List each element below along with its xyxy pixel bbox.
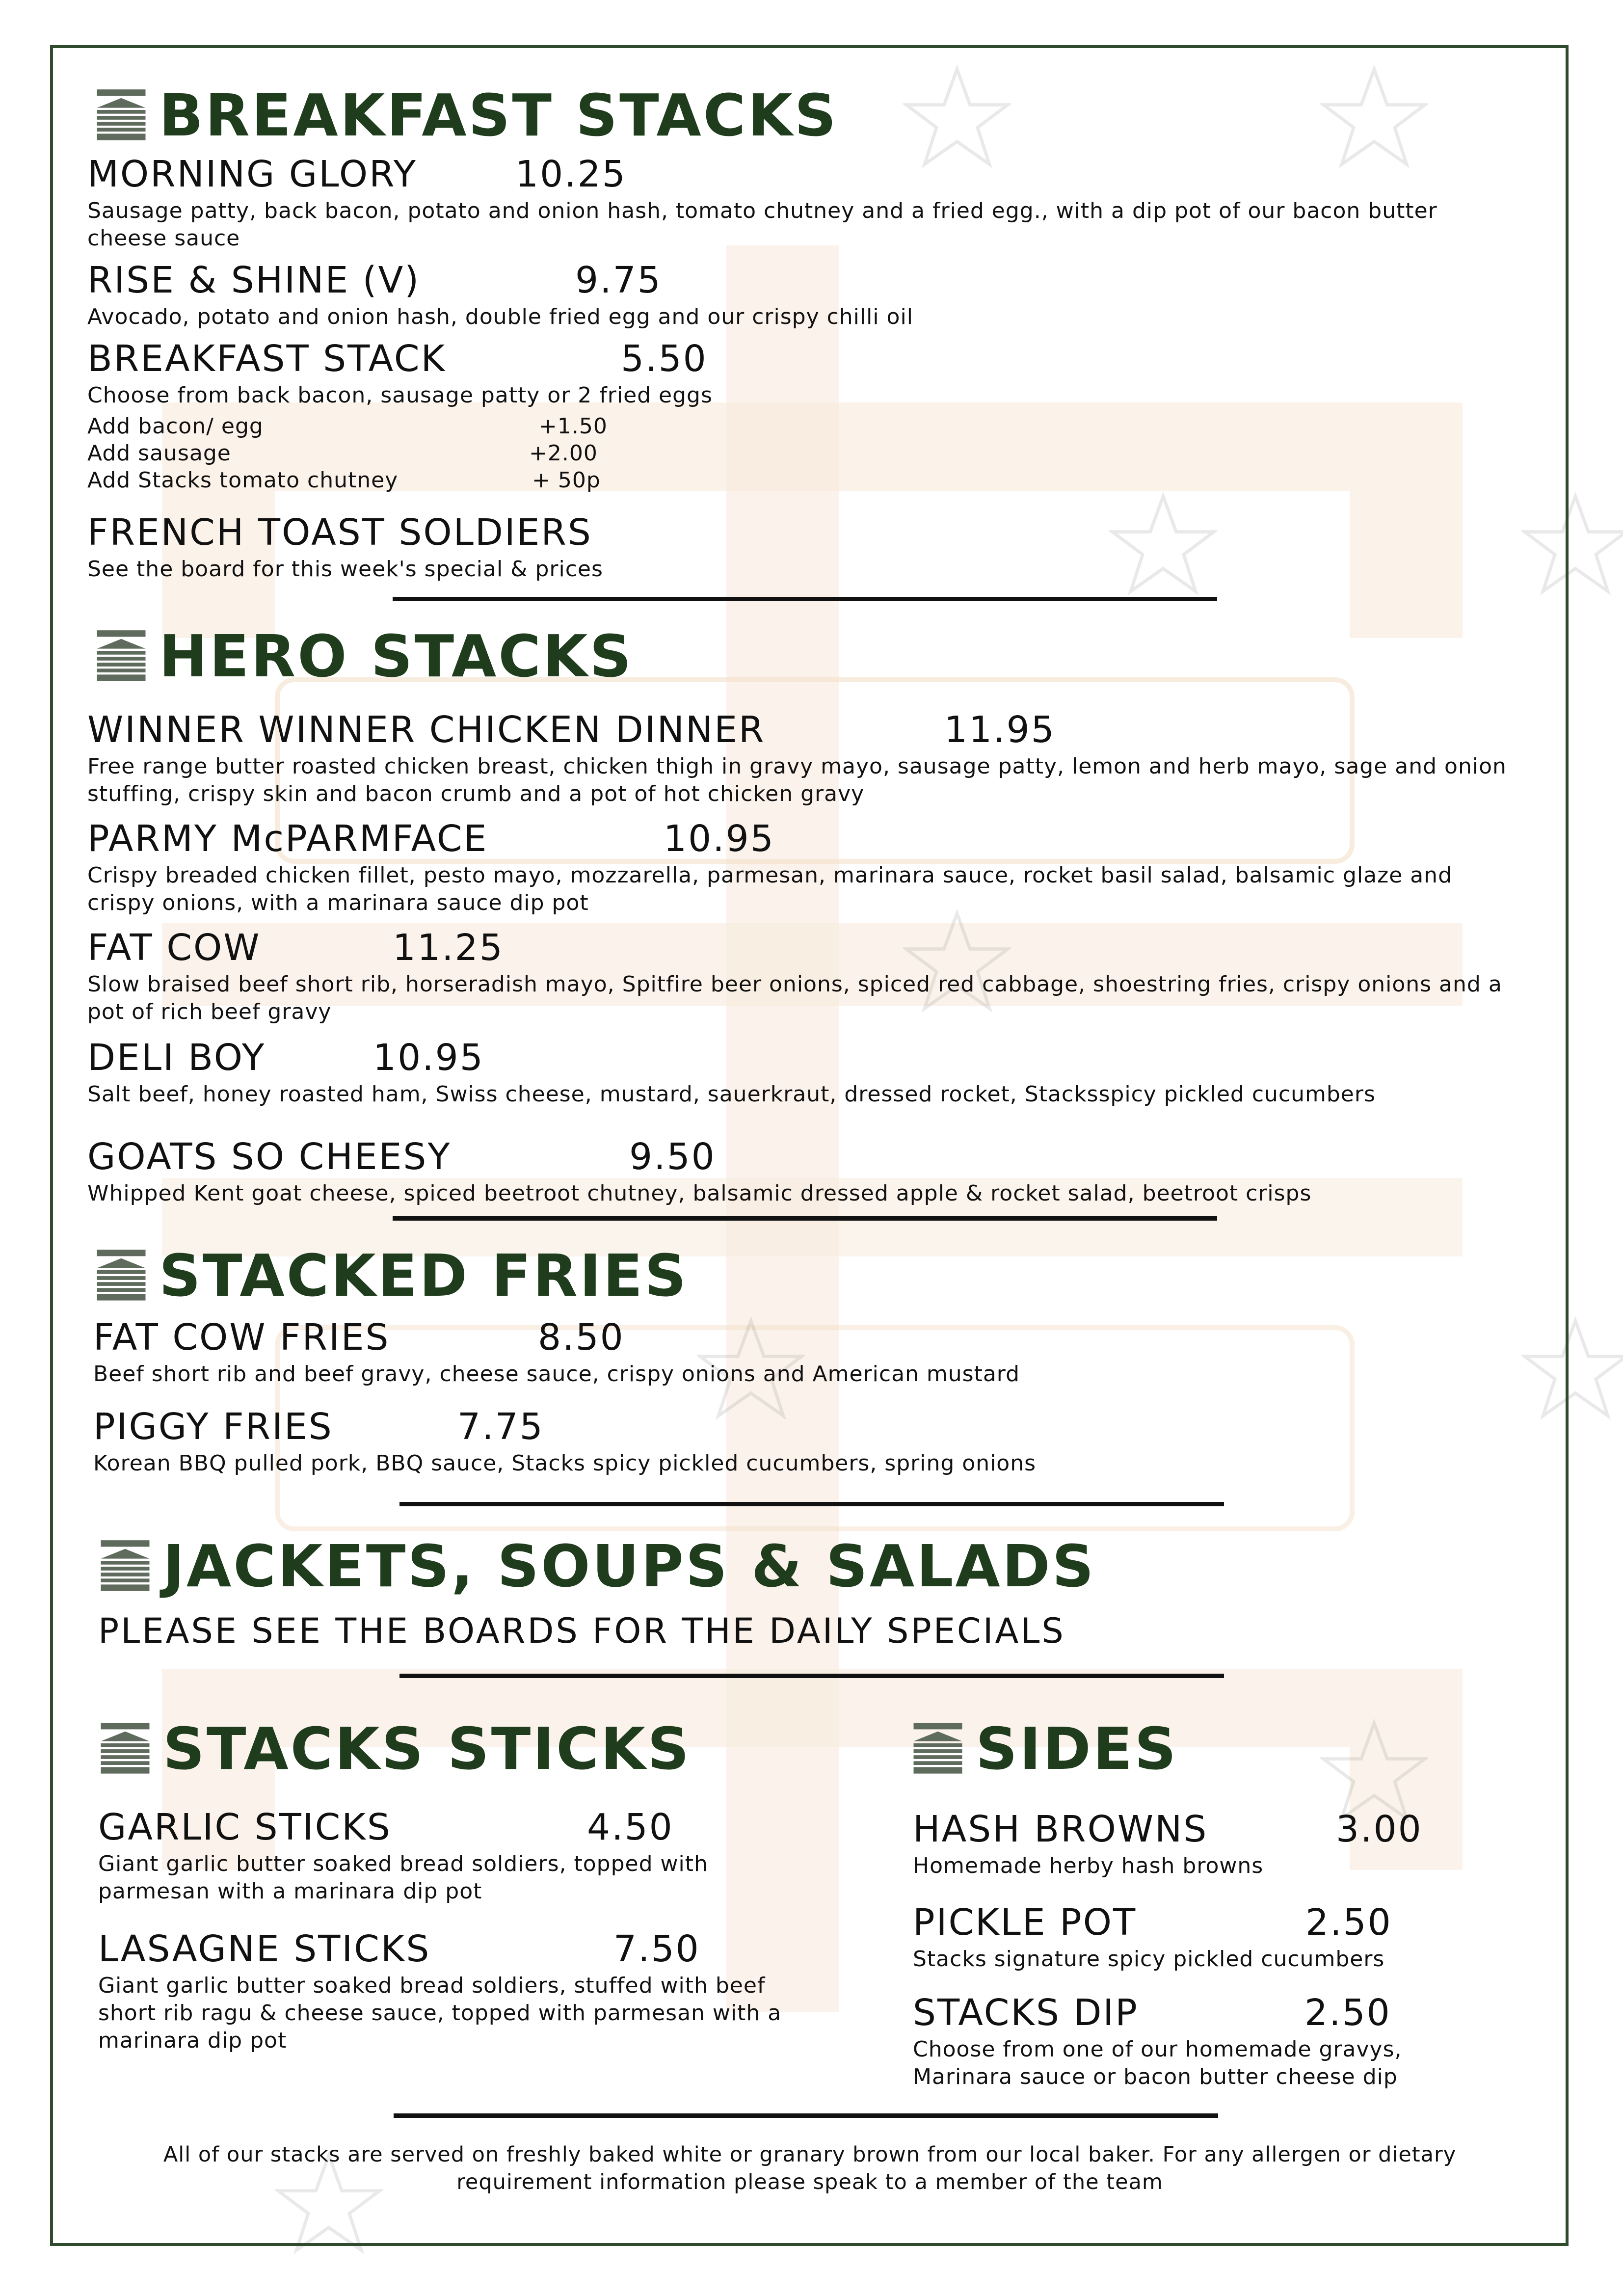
- addon-label: Add Stacks tomato chutney: [87, 468, 399, 493]
- item-price: 7.50: [613, 1928, 700, 1970]
- stack-icon: [94, 88, 148, 142]
- section-title: SIDES: [976, 1715, 1178, 1783]
- item-description: Homemade herby hash browns: [913, 1853, 1264, 1878]
- item-name: FAT COW FRIES: [93, 1316, 390, 1359]
- item-description: Whipped Kent goat cheese, spiced beetroot chutney, balsamic dressed apple & rocket salad, beetroot crisps: [87, 1181, 1312, 1206]
- item-name: MORNING GLORY: [87, 153, 417, 195]
- item-name: PICKLE POT: [913, 1901, 1137, 1944]
- menu-item: [87, 818, 1520, 917]
- addon-label: Add sausage: [87, 441, 231, 466]
- menu-item: [87, 1037, 1520, 1108]
- menu-item: [87, 259, 1520, 331]
- item-name: DELI BOY: [87, 1037, 266, 1079]
- addon-price: +2.00: [529, 441, 598, 466]
- item-description: Giant garlic butter soaked bread soldiers, stuffed with beef short rib ragu & cheese sauce, topped with parmesan with a marinara dip pot: [98, 1973, 782, 2053]
- item-description: Giant garlic butter soaked bread soldiers, topped with parmesan with a marinara dip pot: [98, 1851, 708, 1904]
- section-title: HERO STACKS: [159, 622, 634, 690]
- item-description: Beef short rib and beef gravy, cheese sauce, crispy onions and American mustard: [93, 1362, 1020, 1387]
- section-divider: [399, 1502, 1224, 1506]
- item-name: STACKS DIP: [913, 1992, 1139, 2034]
- section-divider: [393, 1216, 1217, 1221]
- menu-item: [87, 511, 1520, 583]
- item-price: 9.75: [575, 259, 662, 301]
- item-price: 10.95: [664, 818, 775, 860]
- item-description: Sausage patty, back bacon, potato and onion hash, tomato chutney and a fried egg., with a dip pot of our bacon butter cheese sauce: [87, 198, 1437, 251]
- item-price: 11.25: [393, 927, 504, 969]
- daily-specials-note: PLEASE SEE THE BOARDS FOR THE DAILY SPECIALS: [98, 1611, 1065, 1651]
- item-name: GARLIC STICKS: [98, 1806, 392, 1848]
- jackets-section: [98, 1534, 1096, 1598]
- section-title: BREAKFAST STACKS: [159, 81, 838, 149]
- stack-icon: [94, 629, 148, 683]
- item-description: Free range butter roasted chicken breast, chicken thigh in gravy mayo, sausage patty, lemon and herb mayo, sage and onion stuffing, crispy skin and bacon crumb and a pot of hot chicken gravy: [87, 754, 1507, 806]
- menu-item: [98, 1806, 834, 1905]
- item-name: WINNER WINNER CHICKEN DINNER: [87, 709, 766, 751]
- addon-label: Add bacon/ egg: [87, 414, 264, 439]
- menu-item: [93, 1406, 1517, 1477]
- section-divider: [393, 597, 1217, 601]
- allergen-footnote: All of our stacks are served on freshly baked white or granary brown from our local baker. For any allergen or dietary requirement information please speak to a member of the team: [163, 2142, 1457, 2194]
- stack-icon: [98, 1539, 152, 1593]
- item-description: Choose from one of our homemade gravys, Marinara sauce or bacon butter cheese dip: [913, 2037, 1402, 2089]
- item-name: BREAKFAST STACK: [87, 338, 447, 380]
- sides-section: [911, 1717, 1178, 1781]
- item-price: 8.50: [538, 1316, 625, 1359]
- item-price: 9.50: [629, 1136, 716, 1178]
- addon-price: + 50p: [532, 468, 601, 493]
- item-price: 11.95: [944, 709, 1056, 751]
- item-name: FRENCH TOAST SOLDIERS: [87, 511, 592, 554]
- section-divider: [399, 1674, 1224, 1678]
- menu-item: [87, 1136, 1520, 1207]
- item-description: Slow braised beef short rib, horseradish mayo, Spitfire beer onions, spiced red cabbage, shoestring fries, crispy onions and a pot of rich beef gravy: [87, 972, 1502, 1024]
- menu-item: [913, 1808, 1531, 1880]
- item-name: LASAGNE STICKS: [98, 1928, 431, 1970]
- item-description: Choose from back bacon, sausage patty or 2 fried eggs: [87, 383, 713, 408]
- item-description: Avocado, potato and onion hash, double fried egg and our crispy chilli oil: [87, 304, 913, 329]
- breakfast-section: [94, 83, 838, 147]
- item-name: GOATS SO CHEESY: [87, 1136, 452, 1178]
- stack-icon: [98, 1722, 152, 1776]
- item-price: 2.50: [1305, 1901, 1392, 1944]
- item-price: 3.00: [1336, 1808, 1423, 1850]
- item-price: 7.75: [457, 1406, 544, 1448]
- fries-section: [94, 1244, 688, 1308]
- item-price: 10.25: [515, 153, 627, 195]
- menu-item: [87, 927, 1520, 1026]
- item-name: PARMY McPARMFACE: [87, 818, 488, 860]
- item-name: HASH BROWNS: [913, 1808, 1208, 1850]
- menu-item: [913, 1992, 1531, 2091]
- section-title: JACKETS, SOUPS & SALADS: [163, 1532, 1096, 1600]
- item-price: 4.50: [587, 1806, 674, 1848]
- menu-item: [87, 153, 1520, 252]
- section-title: STACKS STICKS: [163, 1715, 692, 1783]
- menu-item: [98, 1928, 834, 2055]
- menu-item: [87, 338, 1520, 409]
- item-name: FAT COW: [87, 927, 261, 969]
- menu-item: [87, 709, 1520, 808]
- item-price: 2.50: [1304, 1992, 1391, 2034]
- addon-price: +1.50: [539, 414, 608, 439]
- menu-item: [93, 1316, 1517, 1388]
- item-price: 10.95: [373, 1037, 484, 1079]
- item-description: Salt beef, honey roasted ham, Swiss cheese, mustard, sauerkraut, dressed rocket, Stacksspicy pickled cucumbers: [87, 1082, 1376, 1107]
- hero-section: [94, 624, 633, 688]
- item-description: Korean BBQ pulled pork, BBQ sauce, Stacks spicy pickled cucumbers, spring onions: [93, 1451, 1037, 1476]
- addon-row: [87, 440, 627, 467]
- item-price: 5.50: [621, 338, 708, 380]
- menu-item: [913, 1901, 1531, 1973]
- item-name: RISE & SHINE (V): [87, 259, 421, 301]
- item-description: Stacks signature spicy pickled cucumbers: [913, 1947, 1385, 1972]
- sticks-section: [98, 1717, 691, 1781]
- section-divider: [394, 2113, 1218, 2118]
- stack-icon: [94, 1249, 148, 1303]
- section-title: STACKED FRIES: [159, 1242, 689, 1309]
- addon-row: [87, 467, 627, 494]
- item-description: Crispy breaded chicken fillet, pesto mayo, mozzarella, parmesan, marinara sauce, rocket basil salad, balsamic glaze and crispy onions, with a marinara sauce dip pot: [87, 863, 1452, 915]
- item-name: PIGGY FRIES: [93, 1406, 333, 1448]
- stack-icon: [911, 1722, 965, 1776]
- addon-row: [87, 413, 627, 440]
- item-description: See the board for this week's special & prices: [87, 557, 603, 582]
